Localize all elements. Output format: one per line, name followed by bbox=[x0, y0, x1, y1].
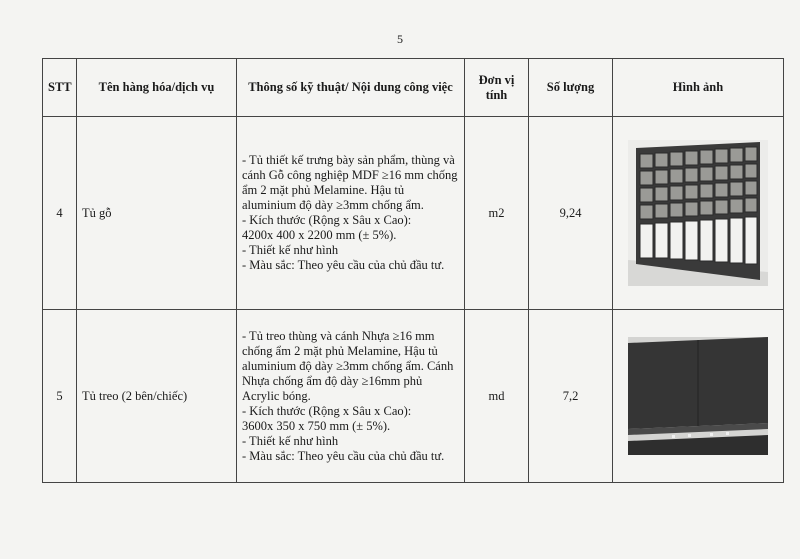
spec-line: - Tủ thiết kế trưng bày sản phẩm, thùng và cánh Gỗ công nghiệp MDF ≥16 mm chống ẩm 2 mặt phủ Melamine. Hậu tủ aluminium độ dày ≥3mm chống ẩm. bbox=[242, 153, 458, 212]
spec-line: - Kích thước (Rộng x Sâu x Cao): bbox=[242, 403, 412, 418]
row-quantity: 9,24 bbox=[529, 117, 613, 310]
spec-line: - Thiết kế như hình bbox=[242, 243, 339, 257]
header-spec: Thông số kỹ thuật/ Nội dung công việc bbox=[237, 59, 465, 117]
header-quantity: Số lượng bbox=[529, 59, 613, 117]
spec-line: - Màu sắc: Theo yêu cầu của chủ đầu tư. bbox=[242, 258, 445, 272]
header-unit: Đơn vị tính bbox=[465, 59, 529, 117]
spec-line: - Màu sắc: Theo yêu cầu của chủ đầu tư. bbox=[242, 448, 445, 463]
row-quantity: 7,2 bbox=[529, 310, 613, 483]
spec-line: 3600x 350 x 750 mm (± 5%). bbox=[242, 418, 391, 433]
row-unit: md bbox=[465, 310, 529, 483]
spec-line: 4200x 400 x 2200 mm (± 5%). bbox=[242, 228, 397, 242]
row-name: Tủ treo (2 bên/chiếc) bbox=[77, 310, 237, 483]
spec-line: - Kích thước (Rộng x Sâu x Cao): bbox=[242, 213, 412, 227]
row-image-cell bbox=[613, 310, 784, 483]
row-image-cell bbox=[613, 117, 784, 310]
row-stt: 4 bbox=[43, 117, 77, 310]
page-number: 5 bbox=[397, 32, 403, 46]
header-stt: STT bbox=[43, 59, 77, 117]
row-spec bbox=[237, 310, 465, 483]
table-row bbox=[43, 117, 784, 310]
spec-table bbox=[42, 58, 784, 483]
spec-line: - Thiết kế như hình bbox=[242, 433, 339, 448]
header-image: Hình ảnh bbox=[613, 59, 784, 117]
row-spec bbox=[237, 117, 465, 310]
row-unit: m2 bbox=[465, 117, 529, 310]
wall-cabinet-image bbox=[628, 337, 768, 455]
header-name: Tên hàng hóa/dịch vụ bbox=[77, 59, 237, 117]
row-stt: 5 bbox=[43, 310, 77, 483]
table-row bbox=[43, 310, 784, 483]
spec-line: - Tủ treo thùng và cánh Nhựa ≥16 mm chống ẩm 2 mặt phủ Melamine, Hậu tủ aluminium độ dày ≥3mm chống ẩm. Cánh Nhựa chống ẩm độ dày ≥16mm phủ Acrylic bóng. bbox=[242, 328, 454, 403]
row-name: Tủ gỗ bbox=[77, 117, 237, 310]
wooden-cabinet-image bbox=[628, 140, 768, 286]
table-header-row bbox=[43, 59, 784, 117]
